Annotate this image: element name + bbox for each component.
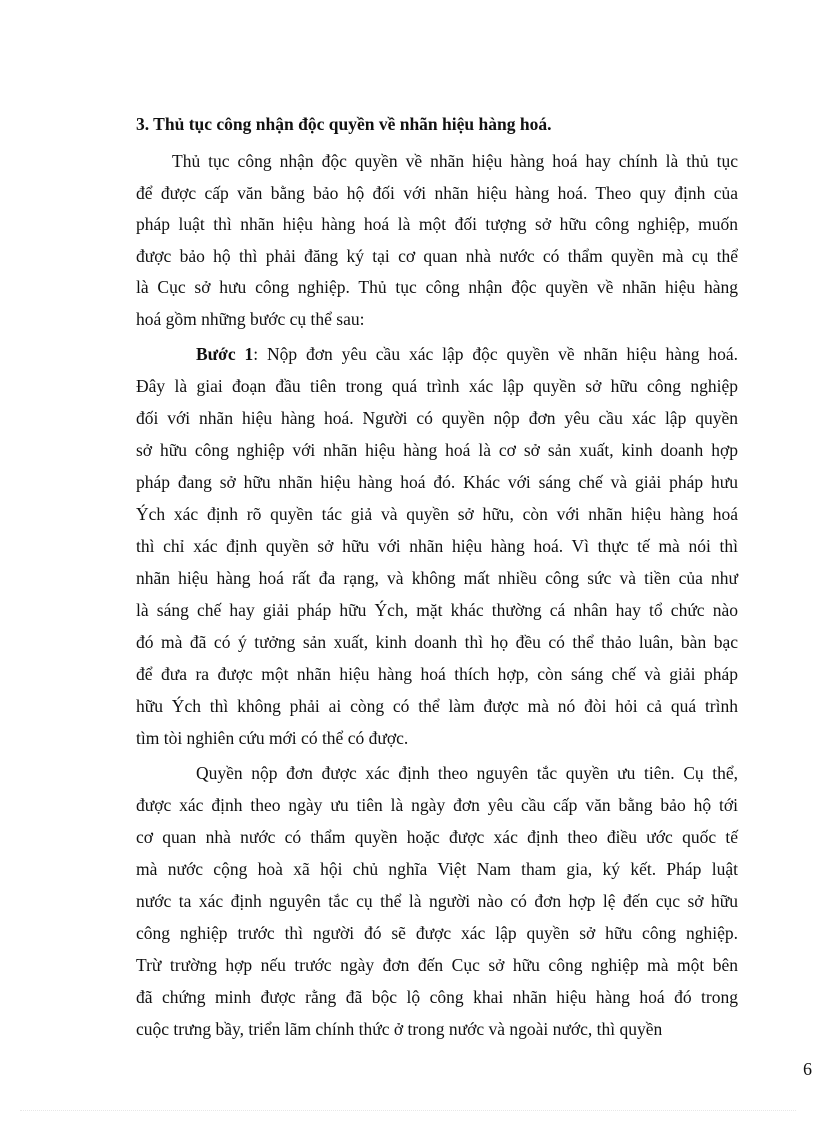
text-line: pháp đang sở hữu nhãn hiệu hàng hoá đó. Khác với sáng chế và giải pháp hưu [136, 472, 738, 492]
text-line: công nghiệp trước thì người đó sẽ được xác lập quyền sở hữu công nghiệp. [136, 923, 738, 943]
page-bottom-border [20, 1110, 796, 1111]
text-line: đã chứng minh được rằng đã bộc lộ công khai nhãn hiệu hàng hoá đó trong [136, 987, 738, 1007]
text-line: là sáng chế hay giải pháp hữu Ých, mặt khác thường cá nhân hay tổ chức nào [136, 600, 738, 620]
text-line: pháp luật thì nhãn hiệu hàng hoá là một đối tượng sở hữu công nghiệp, muốn [136, 214, 738, 234]
text-line: cơ quan nhà nước có thẩm quyền hoặc được xác định theo điều ước quốc tế [136, 827, 738, 847]
text-line: để đưa ra được một nhãn hiệu hàng hoá thích hợp, còn sáng chế và giải pháp [136, 664, 738, 684]
text-line: được bảo hộ thì phải đăng ký tại cơ quan nhà nước có thẩm quyền mà cụ thể [136, 246, 738, 266]
text-line: nhãn hiệu hàng hoá rất đa rạng, và không mất nhiều công sức và tiền của như [136, 568, 738, 588]
text-line: Quyền nộp đơn được xác định theo nguyên tắc quyền ưu tiên. Cụ thể, [196, 763, 738, 783]
text-line-step [196, 341, 738, 367]
text-line: Đây là giai đoạn đầu tiên trong quá trình xác lập quyền sở hữu công nghiệp [136, 376, 738, 396]
text-line: nước ta xác định nguyên tắc cụ thể là người nào có đơn hợp lệ đến cục sở hữu [136, 891, 738, 911]
text-line: Thủ tục công nhận độc quyền về nhãn hiệu hàng hoá hay chính là thủ tục [172, 151, 738, 171]
text-line: để được cấp văn bằng bảo hộ đối với nhãn hiệu hàng hoá. Theo quy định của [136, 183, 738, 203]
section-heading: 3. Thủ tục công nhận độc quyền về nhãn hiệu hàng hoá. [136, 114, 552, 134]
step-text: : Nộp đơn yêu cầu xác lập độc quyền về nhãn hiệu hàng hoá. [253, 344, 738, 364]
text-line: hữu Ých thì không phải ai còng có thể làm được mà nó đòi hỏi cả quá trình [136, 696, 738, 716]
text-line: đó mà đã có ý tưởng sản xuất, kinh doanh thì họ đều có thể thảo luân, bàn bạc [136, 632, 738, 652]
text-line: hoá gồm những bước cụ thể sau: [136, 309, 365, 329]
text-line: Trừ trường hợp nếu trước ngày đơn đến Cục sở hữu công nghiệp mà một bên [136, 955, 738, 975]
text-line: tìm tòi nghiên cứu mới có thể có được. [136, 728, 409, 748]
text-line: thì chỉ xác định quyền sở hữu với nhãn hiệu hàng hoá. Vì thực tế mà nói thì [136, 536, 738, 556]
text-line: là Cục sở hưu công nghiệp. Thủ tục công nhận độc quyền về nhãn hiệu hàng [136, 277, 738, 297]
text-line: đối với nhãn hiệu hàng hoá. Người có quyền nộp đơn yêu cầu xác lập quyền [136, 408, 738, 428]
text-line: được xác định theo ngày ưu tiên là ngày đơn yêu cầu cấp văn bằng bảo hộ tới [136, 795, 738, 815]
text-line: cuộc trưng bầy, triển lãm chính thức ở trong nước và ngoài nước, thì quyền [136, 1019, 663, 1039]
text-line: sở hữu công nghiệp với nhãn hiệu hàng hoá là cơ sở sản xuất, kinh doanh hợp [136, 440, 738, 460]
text-line: mà nước cộng hoà xã hội chủ nghĩa Việt Nam tham gia, ký kết. Pháp luật [136, 859, 738, 879]
page-number: 6 [803, 1059, 812, 1079]
step-label: Bước 1 [196, 344, 254, 364]
text-line: Ých xác định rõ quyền tác giả và quyền sở hữu, còn với nhãn hiệu hàng hoá [136, 504, 738, 524]
